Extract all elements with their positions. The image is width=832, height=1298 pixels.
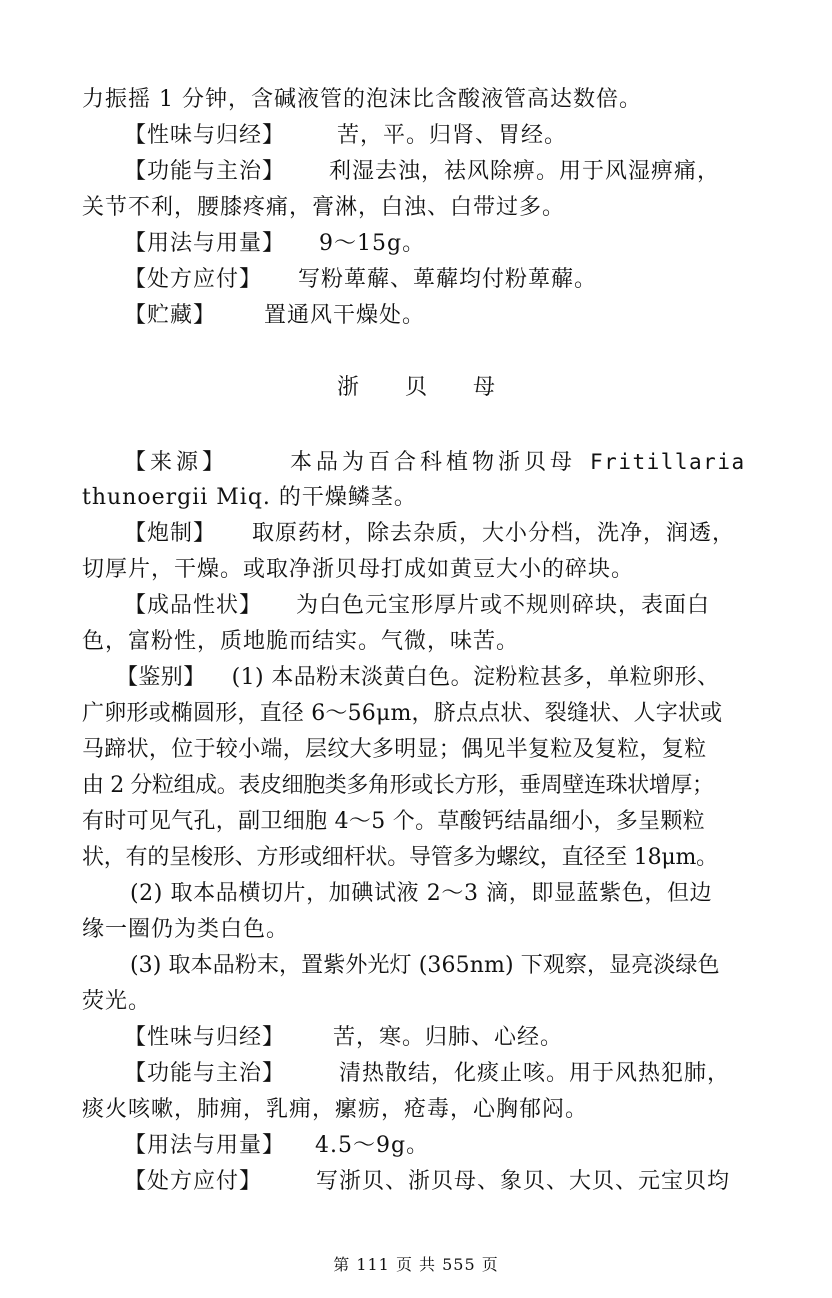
taste-section bbox=[124, 118, 567, 154]
page-number: 第 111 页 共 555 页 bbox=[333, 1255, 499, 1274]
body-line: 缘一圈仍为类白色。 bbox=[82, 917, 290, 942]
body-line: 马蹄状，位于较小端，层纹大多明显；偶见半复粒及复粒，复粒 bbox=[82, 737, 707, 762]
section-text: 取原药材，除去杂质，大小分档，洗净，润透， bbox=[252, 521, 736, 546]
body-line: 痰火咳嗽，肺痈，乳痈，瘰疬，疮毒，心胸郁闷。 bbox=[82, 1097, 589, 1122]
body-line: (3) 取本品粉末，置紫外光灯 (365nm) 下观察，显亮淡绿色 bbox=[130, 953, 720, 978]
identification-section bbox=[116, 660, 719, 696]
body-line: 状，有的呈梭形、方形或细杆状。导管多为螺纹，直径至 18μm。 bbox=[82, 845, 718, 870]
section-text: 利湿去浊，祛风除痹。用于风湿痹痛， bbox=[329, 159, 721, 184]
body-line: 有时可见气孔，副卫细胞 4～5 个。草酸钙结晶细小，多呈颗粒 bbox=[82, 809, 705, 834]
function-section bbox=[124, 1056, 730, 1092]
latin-name: Fritillaria bbox=[590, 450, 746, 474]
section-text: 写粉萆薢、萆薢均付粉萆薢。 bbox=[298, 267, 598, 292]
section-label: 【功能与主治】 bbox=[124, 1061, 286, 1086]
section-label: 【炮制】 bbox=[124, 521, 217, 546]
section-label: 【成品性状】 bbox=[124, 593, 263, 618]
prescription-section bbox=[124, 262, 597, 298]
section-text: 置通风干燥处。 bbox=[264, 303, 426, 328]
section-text: 苦，平。归肾、胃经。 bbox=[337, 123, 568, 148]
product-section bbox=[124, 588, 710, 624]
dosage-section bbox=[124, 226, 425, 262]
section-label: 【性味与归经】 bbox=[124, 123, 286, 148]
section-label: 【性味与归经】 bbox=[124, 1025, 286, 1050]
title-char: 浙 bbox=[336, 375, 359, 400]
section-text: 为白色元宝形厚片或不规则碎块，表面白 bbox=[296, 593, 711, 618]
body-line: 力振摇 1 分钟，含碱液管的泡沫比含酸液管高达数倍。 bbox=[82, 87, 642, 112]
section-label: 【处方应付】 bbox=[124, 267, 263, 292]
taste-section bbox=[124, 1020, 563, 1056]
section-label: 【来源】 bbox=[124, 450, 229, 475]
entry-title bbox=[0, 370, 832, 406]
body-line: thunoergii Miq. 的干燥鳞茎。 bbox=[82, 485, 417, 510]
section-label: 【功能与主治】 bbox=[124, 159, 286, 184]
section-label: 【处方应付】 bbox=[124, 1169, 263, 1194]
section-label: 【用法与用量】 bbox=[124, 231, 286, 256]
section-text: 4.5～9g。 bbox=[315, 1133, 430, 1158]
body-line: 广卵形或椭圆形，直径 6～56μm，脐点点状、裂缝状、人字状或 bbox=[82, 701, 723, 726]
body-line: 色，富粉性，质地脆而结实。气微，味苦。 bbox=[82, 629, 520, 654]
processing-section bbox=[124, 516, 735, 552]
section-text: 清热散结，化痰止咳。用于风热犯肺， bbox=[339, 1061, 731, 1086]
section-text: 苦，寒。归肺、心经。 bbox=[333, 1025, 564, 1050]
body-line: 由 2 分粒组成。表皮细胞类多角形或长方形，垂周壁连珠状增厚； bbox=[82, 773, 714, 798]
title-char: 贝 bbox=[404, 375, 427, 400]
body-line: 切厚片，干燥。或取净浙贝母打成如黄豆大小的碎块。 bbox=[82, 557, 635, 582]
source-section bbox=[124, 444, 746, 481]
section-label: 【鉴别】 bbox=[116, 665, 206, 690]
section-text: 本品为百合科植物浙贝母 bbox=[290, 450, 577, 475]
body-line: (2) 取本品横切片，加碘试液 2～3 滴，即显蓝紫色，但边 bbox=[130, 881, 713, 906]
storage-section bbox=[124, 298, 425, 334]
section-text: (1) 本品粉末淡黄白色。淀粉粒甚多，单粒卵形、 bbox=[231, 665, 720, 690]
body-line: 荧光。 bbox=[82, 989, 152, 1014]
dosage-section bbox=[124, 1128, 429, 1164]
body-line: 关节不利，腰膝疼痛，膏淋，白浊、白带过多。 bbox=[82, 195, 566, 220]
title-char: 母 bbox=[473, 375, 496, 400]
section-label: 【贮藏】 bbox=[124, 303, 217, 328]
section-label: 【用法与用量】 bbox=[124, 1133, 286, 1158]
function-section bbox=[124, 154, 720, 190]
section-text: 9～15g。 bbox=[319, 231, 426, 256]
section-text: 写浙贝、浙贝母、象贝、大贝、元宝贝均 bbox=[316, 1169, 731, 1194]
prescription-section bbox=[124, 1164, 730, 1200]
